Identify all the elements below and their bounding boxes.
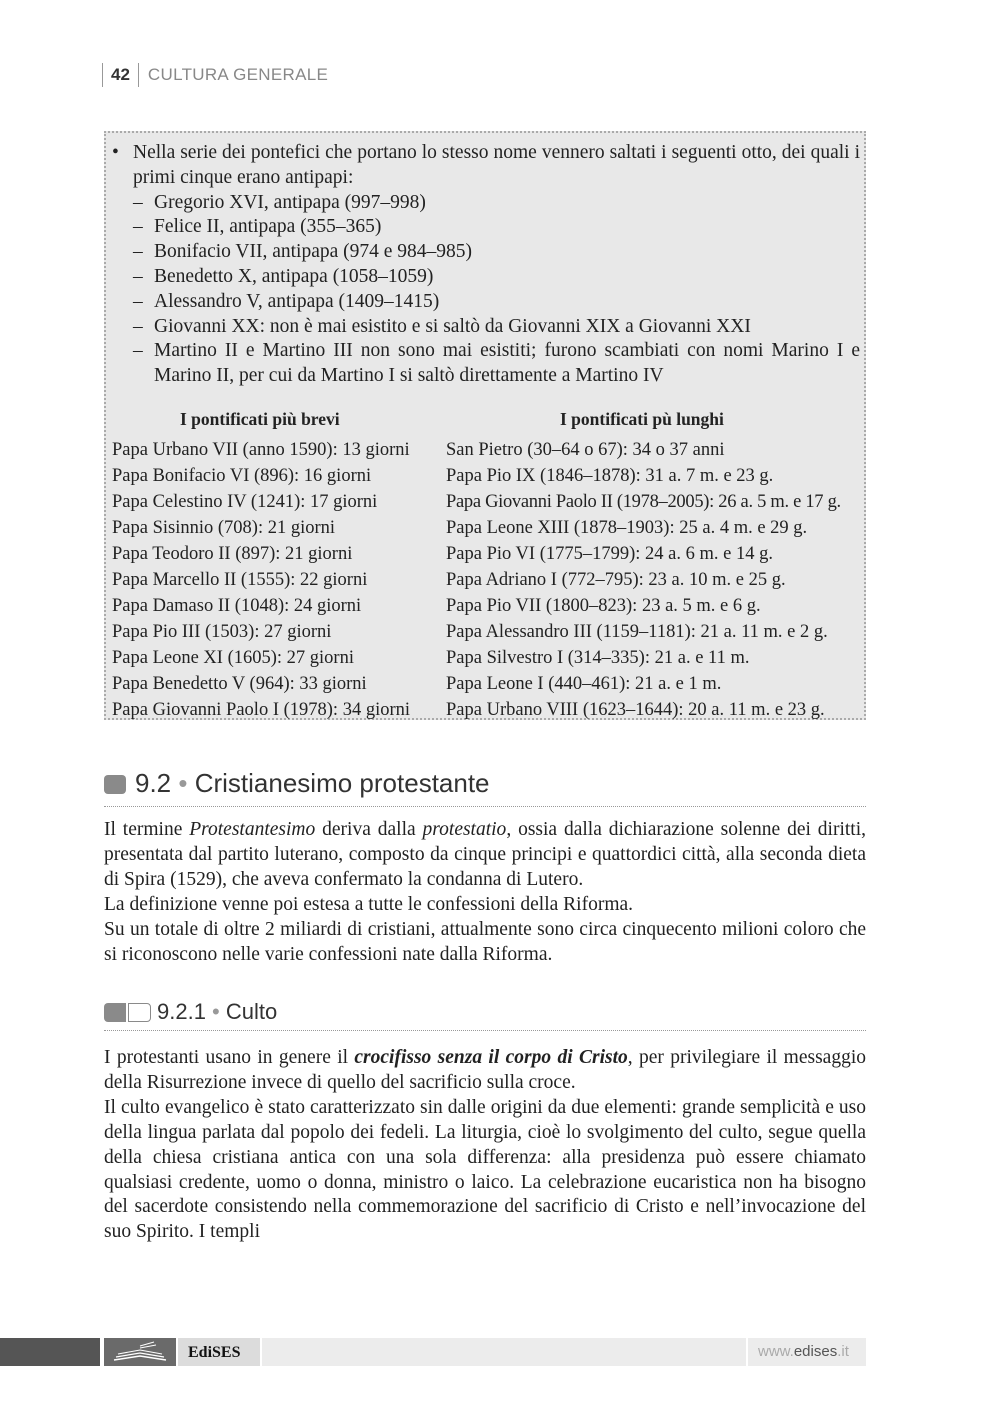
table-cell: Papa Leone XI (1605): 27 giorni [112, 648, 354, 668]
longest-column [446, 437, 841, 723]
website-link[interactable]: www.edises.it [748, 1338, 866, 1366]
subsection-body [104, 1046, 866, 1245]
subsection-heading [104, 998, 866, 1031]
table-cell: Papa Leone XIII (1878–1903): 25 a. 4 m. e 29 g. [446, 518, 808, 538]
page-footer [0, 1338, 1000, 1368]
section-title: 9.2 • Cristianesimo protestante [135, 768, 490, 798]
table-cell: Papa Teodoro II (897): 21 giorni [112, 544, 353, 564]
list-item: – Benedetto X, antipapa (1058–1059) [112, 265, 860, 290]
paragraph: Il termine Protestantesimo deriva dalla protestatio, ossia dalla dichiarazione solenne dei diritti, presentata dal partito luterano, composto da cinque principi e quattordici città, alla seconda dieta di Spira (1529), che aveva confermato la condanna di Lutero. [104, 819, 866, 890]
table-cell: Papa Pio III (1503): 27 giorni [112, 622, 332, 642]
table-cell: Papa Giovanni Paolo I (1978): 34 giorni [112, 700, 411, 720]
list-item: – Felice II, antipapa (355–365) [112, 215, 860, 240]
table-cell: Papa Sisinnio (708): 21 giorni [112, 518, 336, 538]
table-cell: Papa Urbano VIII (1623–1644): 20 a. 11 m. e 23 g. [446, 700, 825, 720]
dash-icon: – [133, 241, 143, 263]
dash-icon: – [133, 216, 143, 238]
publisher-name: EdiSES [178, 1338, 260, 1366]
list-item: – Gregorio XVI, antipapa (997–998) [112, 191, 860, 216]
table-cell: Papa Urbano VII (anno 1590): 13 giorni [112, 440, 410, 460]
section-heading [104, 768, 866, 807]
paragraph: Il culto evangelico è stato caratterizzato sin dalle origini da due elementi: grande semplicità e uso della lingua parlata dal popolo dei fedeli. La liturgia, cioè lo svolgimento del culto, segue quella della chiesa cristiana antica con una sola differenza: alla presidenza può essere chiamato qualsiasi credente, uomo o donna, ministro o laico. La celebrazione eucaristica non ha bisogno del sacerdote consistendo nella commemorazione del sacrificio di Cristo e nell’invocazione del suo Spirito. I templi [104, 1096, 866, 1243]
table-cell: Papa Bonifacio VI (896): 16 giorni [112, 466, 372, 486]
table-cell: Papa Pio VI (1775–1799): 24 a. 6 m. e 14 g. [446, 544, 773, 564]
table-cell: Papa Benedetto V (964): 33 giorni [112, 674, 367, 694]
table-cell: Papa Pio IX (1846–1878): 31 a. 7 m. e 23 g. [446, 466, 774, 486]
table-header-longest: I pontificati pù lunghi [560, 409, 724, 429]
table-cell: Papa Giovanni Paolo II (1978–2005): 26 a. 5 m. e 17 g. [446, 492, 841, 512]
list-item: – Giovanni XX: non è mai esistito e si saltò da Giovanni XIX a Giovanni XXI [112, 315, 860, 340]
table-cell: Papa Alessandro III (1159–1181): 21 a. 11 m. e 2 g. [446, 622, 828, 642]
table-cell: Papa Pio VII (1800–823): 23 a. 5 m. e 6 g. [446, 596, 761, 616]
table-header-shortest: I pontificati più brevi [180, 409, 340, 429]
subsection-outline-square-icon [128, 1003, 151, 1022]
table-cell: Papa Leone I (440–461): 21 a. e 1 m. [446, 674, 722, 694]
bullet-icon: • [112, 142, 119, 163]
running-title: CULTURA GENERALE [147, 65, 329, 84]
table-cell: Papa Marcello II (1555): 22 giorni [112, 570, 368, 590]
subsection-title: 9.2.1 • Culto [157, 999, 278, 1024]
table-cell: San Pietro (30–64 o 67): 34 o 37 anni [446, 440, 725, 460]
table-cell: Papa Celestino IV (1241): 17 giorni [112, 492, 378, 512]
page-number: 42 [111, 65, 130, 84]
page-header [102, 62, 328, 88]
book-logo-icon [104, 1338, 176, 1366]
footer-band [262, 1338, 746, 1366]
table-cell: Papa Silvestro I (314–335): 21 a. e 11 m. [446, 648, 750, 668]
section-body [104, 818, 866, 967]
shortest-column [112, 437, 410, 723]
dash-icon: – [133, 290, 143, 312]
dash-icon: – [133, 340, 143, 362]
skipped-names-list [112, 191, 860, 389]
info-box [104, 131, 866, 720]
paragraph: I protestanti usano in genere il crocifisso senza il corpo di Cristo, per privilegiare il messaggio della Risurrezione invece di quello del sacrificio sulla croce. [104, 1047, 866, 1093]
table-cell: Papa Adriano I (772–795): 23 a. 10 m. e 25 g. [446, 570, 786, 590]
list-item: – Alessandro V, antipapa (1409–1415) [112, 290, 860, 315]
paragraph: La definizione venne poi estesa a tutte le confessioni della Riforma. [104, 893, 634, 915]
list-item: – Martino II e Martino III non sono mai esistiti; furono scambiati con nomi Marino I e Marino II, per cui da Martino I si saltò direttamente a Martino IV [133, 340, 860, 387]
footer-bar [0, 1338, 100, 1366]
dash-icon: – [133, 315, 143, 337]
subsection-square-icon [104, 1003, 126, 1022]
box-intro-text: Nella serie dei pontefici che portano lo stesso nome vennero saltati i seguenti otto, dei quali i primi cinque erano antipapi: [133, 142, 860, 188]
dash-icon: – [133, 265, 143, 287]
paragraph: Su un totale di oltre 2 miliardi di cristiani, attualmente sono circa cinquecento milioni coloro che si riconoscono nelle varie confessioni nate dalla Riforma. [104, 918, 866, 965]
list-item: – Bonifacio VII, antipapa (974 e 984–985) [112, 240, 860, 265]
box-intro [112, 141, 860, 389]
section-square-icon [104, 775, 126, 794]
dash-icon: – [133, 191, 143, 213]
table-cell: Papa Damaso II (1048): 24 giorni [112, 596, 362, 616]
